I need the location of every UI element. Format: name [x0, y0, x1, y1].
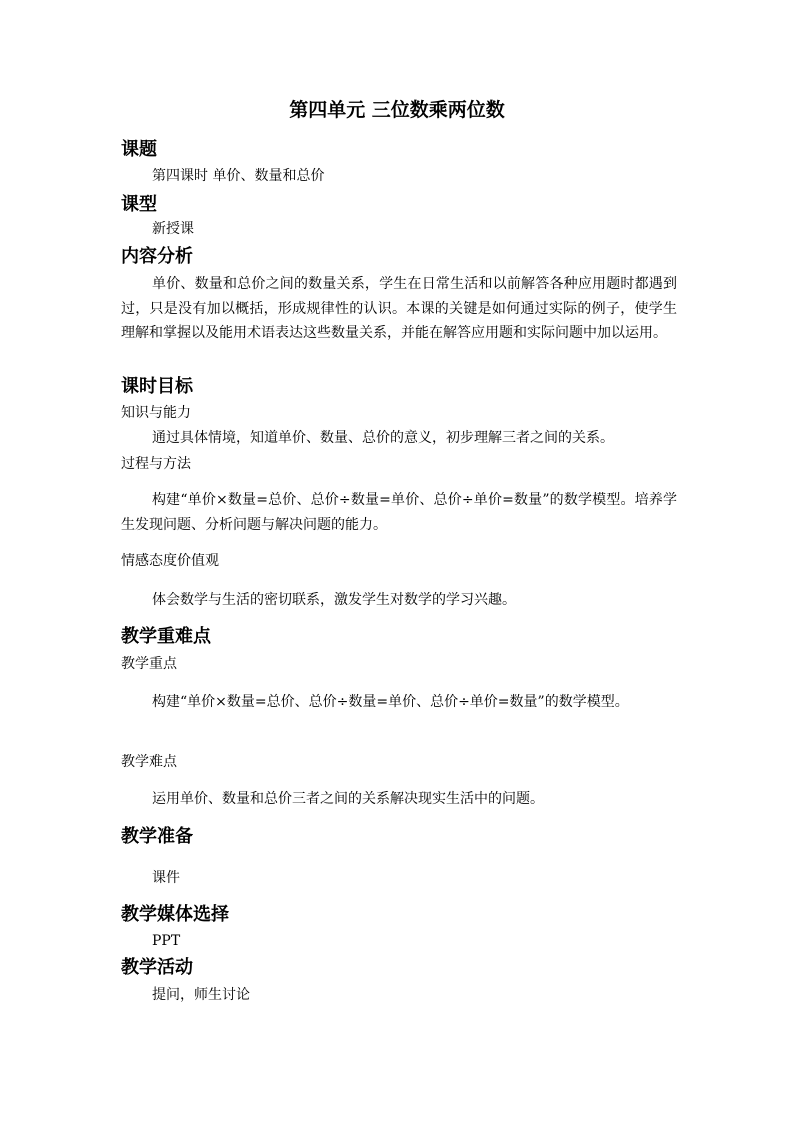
heading-preparation: 教学准备	[121, 826, 193, 847]
media-body: PPT	[152, 933, 181, 949]
goal-process-body: 构建“单价×数量=总价、总价÷数量=单价、总价÷单价=数量”的数学模型。培养学生发现问题、分析问题与解决问题的能力。	[121, 492, 677, 533]
type-body: 新授课	[152, 221, 194, 237]
key-focus-label: 教学重点	[121, 656, 177, 672]
activity-body: 提问，师生讨论	[152, 987, 250, 1003]
heading-media: 教学媒体选择	[121, 904, 229, 925]
heading-goals: 课时目标	[121, 376, 193, 397]
heading-type: 课型	[121, 194, 157, 215]
page-title: 第四单元 三位数乘两位数	[289, 99, 505, 121]
analysis-body: 单价、数量和总价之间的数量关系，学生在日常生活和以前解答各种应用题时都遇到过，只是没有加以概括，形成规律性的认识。本课的关键是如何通过实际的例子，使学生理解和掌握以及能用术语表达这些数量关系，并能在解答应用题和实际问题中加以运用。	[121, 276, 677, 341]
preparation-body: 课件	[152, 870, 180, 886]
goal-emotion-label: 情感态度价值观	[121, 553, 219, 569]
heading-activity: 教学活动	[121, 957, 193, 978]
key-focus-body: 构建“单价×数量=总价、总价÷数量=单价、总价÷单价=数量”的数学模型。	[152, 694, 629, 710]
topic-body: 第四课时 单价、数量和总价	[152, 168, 325, 184]
goal-emotion-body: 体会数学与生活的密切联系，激发学生对数学的学习兴趣。	[152, 592, 516, 608]
goal-knowledge-body: 通过具体情境，知道单价、数量、总价的意义，初步理解三者之间的关系。	[152, 430, 614, 446]
heading-key-points: 教学重难点	[121, 626, 211, 647]
goal-process-label: 过程与方法	[121, 456, 191, 472]
key-difficulty-label: 教学难点	[121, 754, 177, 770]
goal-knowledge-label: 知识与能力	[121, 405, 191, 421]
heading-analysis: 内容分析	[121, 246, 193, 267]
key-difficulty-body: 运用单价、数量和总价三者之间的关系解决现实生活中的问题。	[152, 791, 544, 807]
heading-topic: 课题	[121, 139, 157, 160]
